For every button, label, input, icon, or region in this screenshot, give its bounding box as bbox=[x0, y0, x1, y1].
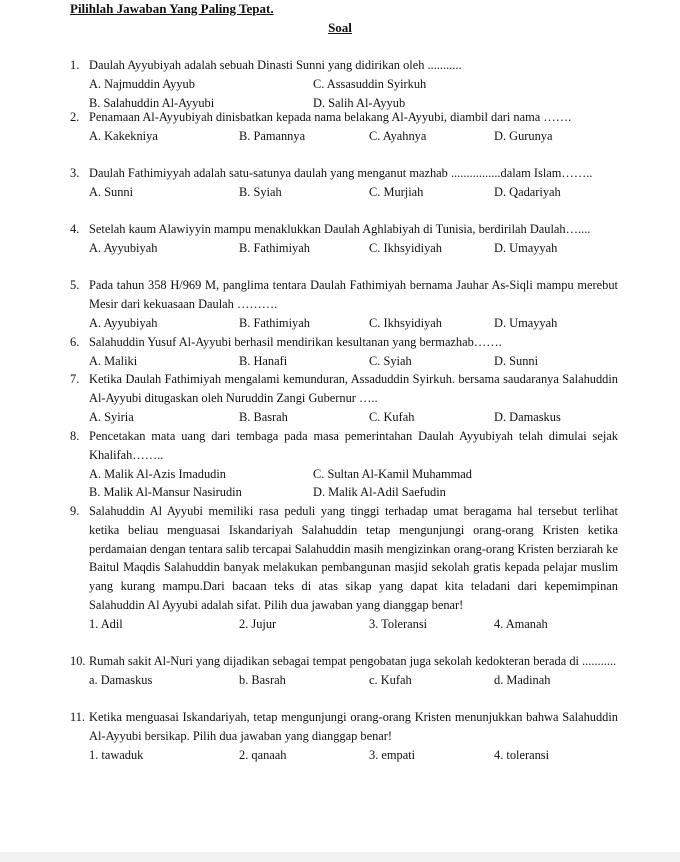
question-number: 3. bbox=[70, 166, 80, 180]
question-3 bbox=[70, 164, 618, 202]
option-d: D. Umayyah bbox=[494, 240, 558, 255]
option-c: C. Ayahnya bbox=[369, 128, 427, 143]
question-text: Ketika menguasai Iskandariyah, tetap mengunjungi orang-orang Kristen menunjukkan bahwa Salahuddin Al-Ayyubi bersikap. Pilih dua jawaban yang dianggap benar! bbox=[89, 710, 618, 743]
option-1: 1. tawaduk bbox=[89, 747, 144, 762]
option-4: 4. Amanah bbox=[494, 616, 548, 631]
question-number: 9. bbox=[70, 504, 80, 518]
question-number: 5. bbox=[70, 278, 80, 292]
option-c: C. Assasuddin Syirkuh bbox=[313, 76, 427, 91]
option-d: D. Gurunya bbox=[494, 128, 553, 143]
option-2: 2. qanaah bbox=[239, 747, 287, 762]
option-b: B. Syiah bbox=[239, 184, 282, 199]
option-a: a. Damaskus bbox=[89, 672, 153, 687]
question-text: Salahuddin Al Ayyubi memiliki rasa peduli yang tinggi terhadap umat beragama hal tersebut terlihat ketika beliau menguasai Iskandariyah Salahuddin tetap mengunjungi orang-orang Kristen ketika perdamaian dengan tentara salib tercapai Salahuddin masih mengizinkan orang-orang Kristen berziarah ke Baitul Maqdis Salahuddin banyak melakukan pembangunan masjid sekolah gratis kepada pelajar muslim yang kurang mampu.Dari bacaan teks di atas sikap yang dapat kita teladani dari kepemimpinan Salahuddin Al Ayyubi adalah sifat. Pilih dua jawaban yang dianggap benar! bbox=[89, 504, 618, 612]
option-b: B. Hanafi bbox=[239, 353, 288, 368]
question-text: Pada tahun 358 H/969 M, panglima tentara Daulah Fathimiyah bernama Jauhar As-Siqli mampu merebut Mesir dari kekuasaan Daulah ………. bbox=[89, 278, 618, 311]
question-number: 2. bbox=[70, 110, 80, 124]
option-d: D. Damaskus bbox=[494, 409, 561, 424]
option-4: 4. toleransi bbox=[494, 747, 550, 762]
option-c: C. Kufah bbox=[369, 409, 415, 424]
question-number: 11. bbox=[70, 710, 86, 724]
option-a: A. Kakekniya bbox=[89, 128, 158, 143]
option-b: B. Salahuddin Al-Ayyubi bbox=[89, 95, 215, 110]
question-4 bbox=[70, 220, 618, 258]
question-number: 4. bbox=[70, 222, 80, 236]
question-5 bbox=[70, 276, 618, 332]
option-b: B. Fathimiyah bbox=[239, 315, 310, 330]
option-3: 3. Toleransi bbox=[369, 616, 428, 631]
option-2: 2. Jujur bbox=[239, 616, 277, 631]
option-a: A. Ayyubiyah bbox=[89, 240, 158, 255]
question-text: Penamaan Al-Ayyubiyah dinisbatkan kepada nama belakang Al-Ayyubi, diambil dari nama ……. bbox=[89, 110, 572, 124]
question-number: 7. bbox=[70, 372, 80, 386]
option-b: B. Fathimiyah bbox=[239, 240, 310, 255]
option-d: d. Madinah bbox=[494, 672, 551, 687]
option-b: B. Basrah bbox=[239, 409, 288, 424]
option-a: A. Malik Al-Azis Imadudin bbox=[89, 466, 226, 481]
question-2 bbox=[70, 108, 618, 146]
option-c: C. Ikhsyidiyah bbox=[369, 315, 442, 330]
option-a: A. Najmuddin Ayyub bbox=[89, 76, 195, 91]
question-9 bbox=[70, 502, 618, 634]
question-10 bbox=[70, 652, 618, 690]
question-text: Rumah sakit Al-Nuri yang dijadikan sebagai tempat pengobatan juga sekolah kedokteran berada di ........... bbox=[89, 654, 617, 668]
question-6 bbox=[70, 333, 618, 371]
question-text: Daulah Fathimiyyah adalah satu-satunya daulah yang menganut mazhab ................dalam Islam…….. bbox=[89, 166, 593, 180]
question-number: 6. bbox=[70, 335, 80, 349]
option-b: B. Malik Al-Mansur Nasirudin bbox=[89, 485, 242, 500]
option-b: B. Pamannya bbox=[239, 128, 306, 143]
option-b: b. Basrah bbox=[239, 672, 286, 687]
question-number: 1. bbox=[70, 58, 80, 72]
option-a: A. Syiria bbox=[89, 409, 134, 424]
option-d: D. Sunni bbox=[494, 353, 539, 368]
option-c: C. Ikhsyidiyah bbox=[369, 240, 442, 255]
question-text: Setelah kaum Alawiyyin mampu menaklukkan Daulah Aghlabiyah di Tunisia, berdirilah Daulah….... bbox=[89, 222, 591, 236]
option-3: 3. empati bbox=[369, 747, 416, 762]
question-7 bbox=[70, 370, 618, 426]
option-c: c. Kufah bbox=[369, 672, 412, 687]
option-a: A. Sunni bbox=[89, 184, 134, 199]
option-c: C. Sultan Al-Kamil Muhammad bbox=[313, 466, 473, 481]
option-d: D. Malik Al-Adil Saefudin bbox=[313, 485, 446, 500]
option-1: 1. Adil bbox=[89, 616, 123, 631]
page-title: Soal bbox=[328, 20, 352, 35]
question-8 bbox=[70, 427, 618, 502]
option-d: D. Umayyah bbox=[494, 315, 558, 330]
question-number: 8. bbox=[70, 429, 80, 443]
question-text: Salahuddin Yusuf Al-Ayyubi berhasil mendirikan kesultanan yang bermazhab……. bbox=[89, 335, 502, 349]
option-c: C. Syiah bbox=[369, 353, 412, 368]
option-c: C. Murjiah bbox=[369, 184, 424, 199]
question-text: Ketika Daulah Fathimiyah mengalami kemunduran, Assaduddin Syirkuh. bersama saudaranya Salahuddin Al-Ayyubi ditugaskan oleh Nuruddin Zangi Gubernur ….. bbox=[89, 372, 618, 405]
question-number: 10. bbox=[70, 654, 86, 668]
option-a: A. Ayyubiyah bbox=[89, 315, 158, 330]
question-text: Pencetakan mata uang dari tembaga pada masa pemerintahan Daulah Ayyubiyah telah dimulai sejak Khalifah…….. bbox=[89, 429, 618, 462]
question-text: Daulah Ayyubiyah adalah sebuah Dinasti Sunni yang didirikan oleh ........... bbox=[89, 58, 462, 72]
option-d: D. Salih Al-Ayyub bbox=[313, 95, 406, 110]
option-d: D. Qadariyah bbox=[494, 184, 561, 199]
page-bottom-edge bbox=[0, 852, 680, 862]
question-11 bbox=[70, 708, 618, 764]
question-1 bbox=[70, 56, 618, 112]
instruction-heading: Pilihlah Jawaban Yang Paling Tepat. bbox=[70, 1, 274, 16]
option-a: A. Maliki bbox=[89, 353, 138, 368]
